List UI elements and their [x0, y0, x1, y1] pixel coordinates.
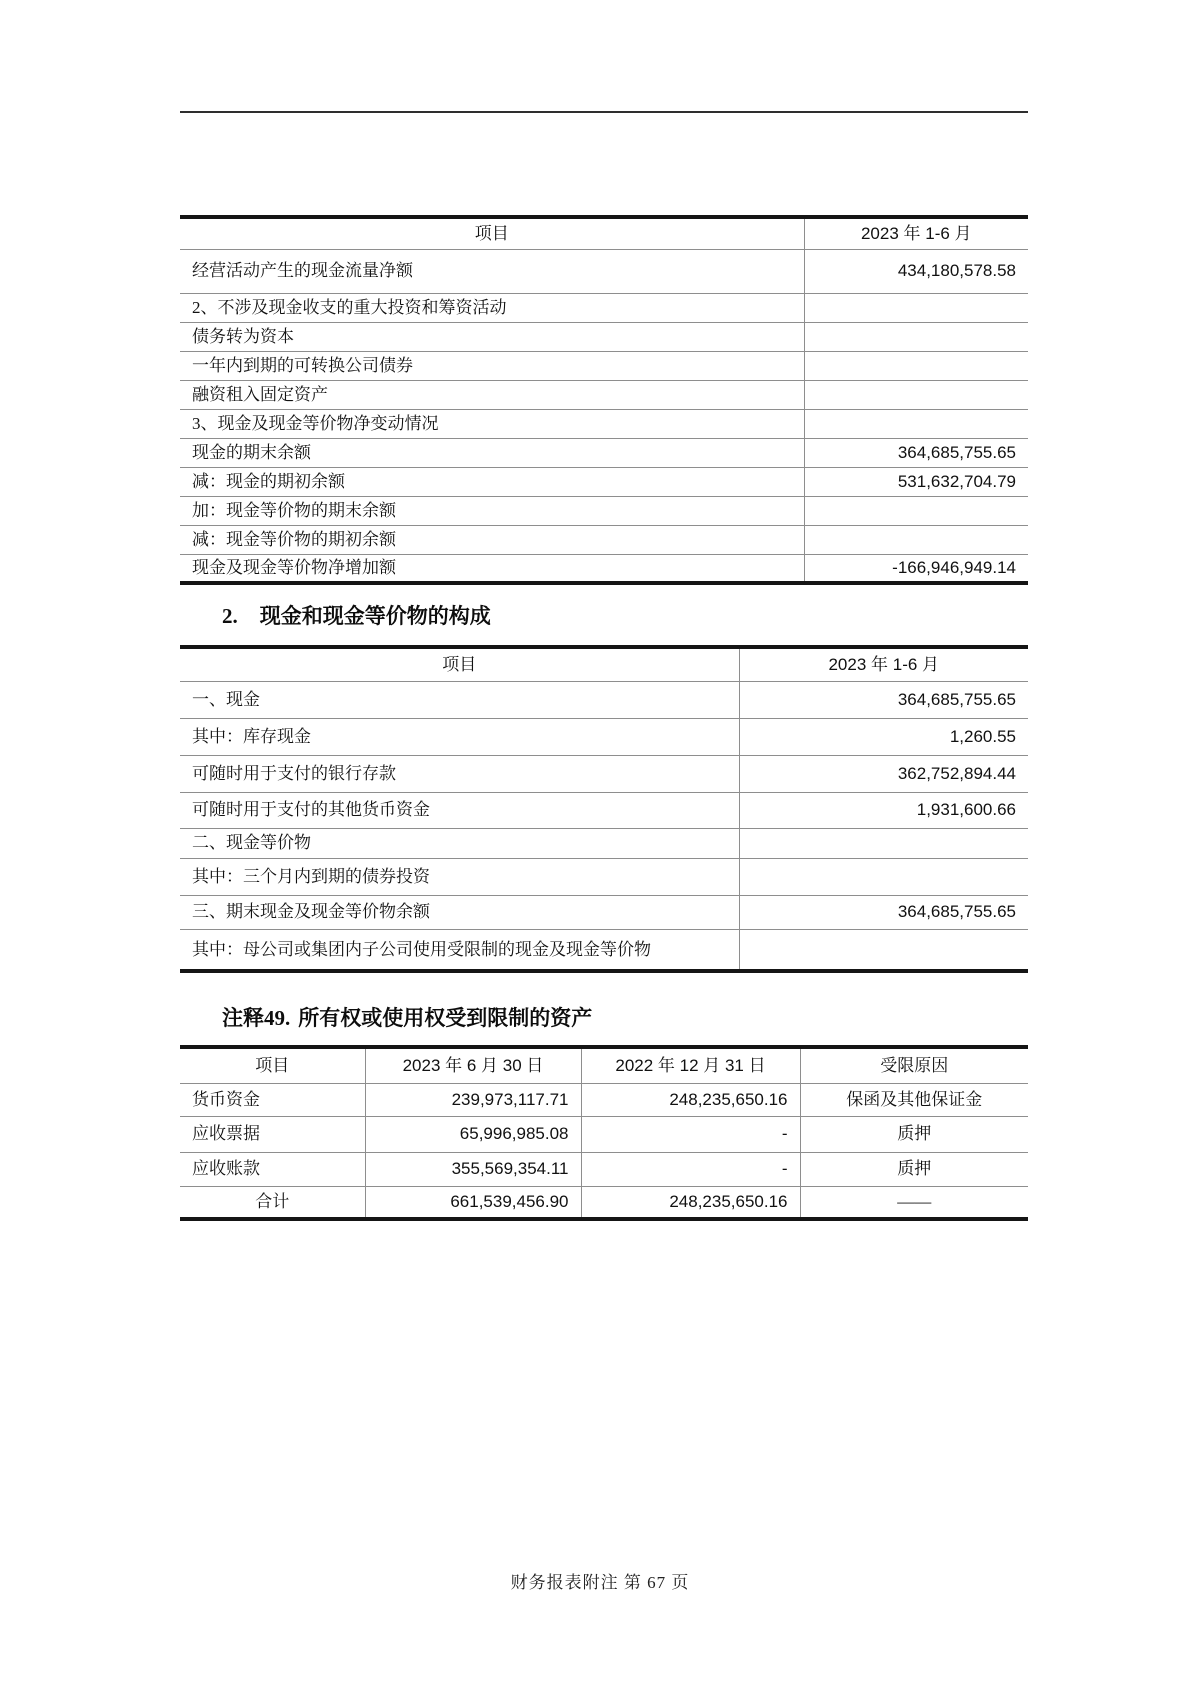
page-footer: 财务报表附注 第 67 页 [510, 1573, 690, 1592]
value-cell: 531,632,704.79 [804, 467, 1028, 496]
item-cell: 债务转为资本 [180, 322, 804, 351]
value-cell [804, 496, 1028, 525]
table-row [180, 496, 1028, 525]
item-cell: 可随时用于支付的银行存款 [180, 755, 739, 792]
table-row [180, 380, 1028, 409]
value-cell [804, 351, 1028, 380]
table-row [180, 1152, 1028, 1186]
table-row [180, 554, 1028, 583]
value-2023-cell: 355,569,354.11 [365, 1152, 581, 1186]
item-cell: 其中：三个月内到期的债券投资 [180, 858, 739, 895]
item-cell: 货币资金 [180, 1083, 365, 1116]
column-header-2022: 2022 年 12 月 31 日 [581, 1047, 800, 1083]
column-header-2023: 2023 年 6 月 30 日 [365, 1047, 581, 1083]
table-row [180, 828, 1028, 858]
table-row [180, 438, 1028, 467]
table-header-row [180, 647, 1028, 681]
cash-flow-table [180, 215, 1028, 585]
value-cell [804, 525, 1028, 554]
value-cell [739, 858, 1028, 895]
value-2022-cell: - [581, 1152, 800, 1186]
table-header-row [180, 217, 1028, 249]
column-header-item: 项目 [255, 1056, 290, 1076]
table-row [180, 858, 1028, 895]
section-title: 所有权或使用权受到限制的资产 [298, 1006, 593, 1030]
table-row [180, 1186, 1028, 1219]
column-header-item: 项目 [442, 655, 477, 675]
table-row [180, 525, 1028, 554]
item-cell: 应收账款 [180, 1152, 365, 1186]
item-cell: 减：现金等价物的期初余额 [180, 525, 804, 554]
value-2023-cell: 661,539,456.90 [365, 1186, 581, 1219]
section-heading-composition [222, 600, 491, 630]
section-title: 现金和现金等价物的构成 [259, 604, 491, 628]
section-number: 注释49. [222, 1006, 291, 1030]
value-cell [739, 929, 1028, 971]
reason-cell: —— [800, 1186, 1028, 1219]
item-cell: 减：现金的期初余额 [180, 467, 804, 496]
item-cell: 一年内到期的可转换公司债券 [180, 351, 804, 380]
section-number: 2. [222, 604, 238, 628]
item-cell: 应收票据 [180, 1116, 365, 1152]
item-cell: 融资租入固定资产 [180, 380, 804, 409]
table-row [180, 249, 1028, 293]
reason-cell: 质押 [800, 1116, 1028, 1152]
value-2022-cell: 248,235,650.16 [581, 1186, 800, 1219]
item-cell: 三、期末现金及现金等价物余额 [180, 895, 739, 929]
value-cell: 364,685,755.65 [739, 895, 1028, 929]
restricted-assets-table [180, 1045, 1028, 1221]
value-cell [804, 409, 1028, 438]
value-cell: 434,180,578.58 [804, 249, 1028, 293]
column-header-period: 2023 年 1-6 月 [804, 217, 1028, 249]
item-cell: 可随时用于支付的其他货币资金 [180, 792, 739, 828]
value-cell [804, 322, 1028, 351]
item-cell: 其中：库存现金 [180, 718, 739, 755]
value-cell [804, 293, 1028, 322]
column-header-reason: 受限原因 [800, 1047, 1028, 1083]
table-row [180, 792, 1028, 828]
item-cell: 一、现金 [180, 681, 739, 718]
value-cell [739, 828, 1028, 858]
item-cell: 经营活动产生的现金流量净额 [180, 249, 804, 293]
reason-cell: 保函及其他保证金 [800, 1083, 1028, 1116]
item-cell: 其中：母公司或集团内子公司使用受限制的现金及现金等价物 [180, 929, 739, 971]
note49-heading [222, 1002, 592, 1032]
table-header-row [180, 1047, 1028, 1083]
table-row [180, 409, 1028, 438]
table-row [180, 322, 1028, 351]
column-header-period: 2023 年 1-6 月 [739, 647, 1028, 681]
item-cell: 加：现金等价物的期末余额 [180, 496, 804, 525]
reason-cell: 质押 [800, 1152, 1028, 1186]
column-header-item: 项目 [474, 224, 509, 244]
item-cell: 现金的期末余额 [180, 438, 804, 467]
value-cell: 362,752,894.44 [739, 755, 1028, 792]
header-rule [180, 111, 1028, 113]
table-row [180, 1083, 1028, 1116]
value-cell: 364,685,755.65 [739, 681, 1028, 718]
value-2022-cell: 248,235,650.16 [581, 1083, 800, 1116]
total-label-cell: 合计 [180, 1186, 365, 1219]
composition-table [180, 645, 1028, 973]
item-cell: 二、现金等价物 [180, 828, 739, 858]
value-cell: -166,946,949.14 [804, 554, 1028, 583]
table-row [180, 755, 1028, 792]
table-row [180, 351, 1028, 380]
table-row [180, 895, 1028, 929]
table-row [180, 681, 1028, 718]
table-row [180, 718, 1028, 755]
item-cell: 2、不涉及现金收支的重大投资和筹资活动 [180, 293, 804, 322]
item-cell: 现金及现金等价物净增加额 [180, 554, 804, 583]
item-cell: 3、现金及现金等价物净变动情况 [180, 409, 804, 438]
value-cell: 1,260.55 [739, 718, 1028, 755]
table-row [180, 1116, 1028, 1152]
value-cell: 364,685,755.65 [804, 438, 1028, 467]
table-row [180, 929, 1028, 971]
value-2023-cell: 65,996,985.08 [365, 1116, 581, 1152]
table-row [180, 467, 1028, 496]
value-cell [804, 380, 1028, 409]
value-cell: 1,931,600.66 [739, 792, 1028, 828]
value-2023-cell: 239,973,117.71 [365, 1083, 581, 1116]
value-2022-cell: - [581, 1116, 800, 1152]
table-row [180, 293, 1028, 322]
